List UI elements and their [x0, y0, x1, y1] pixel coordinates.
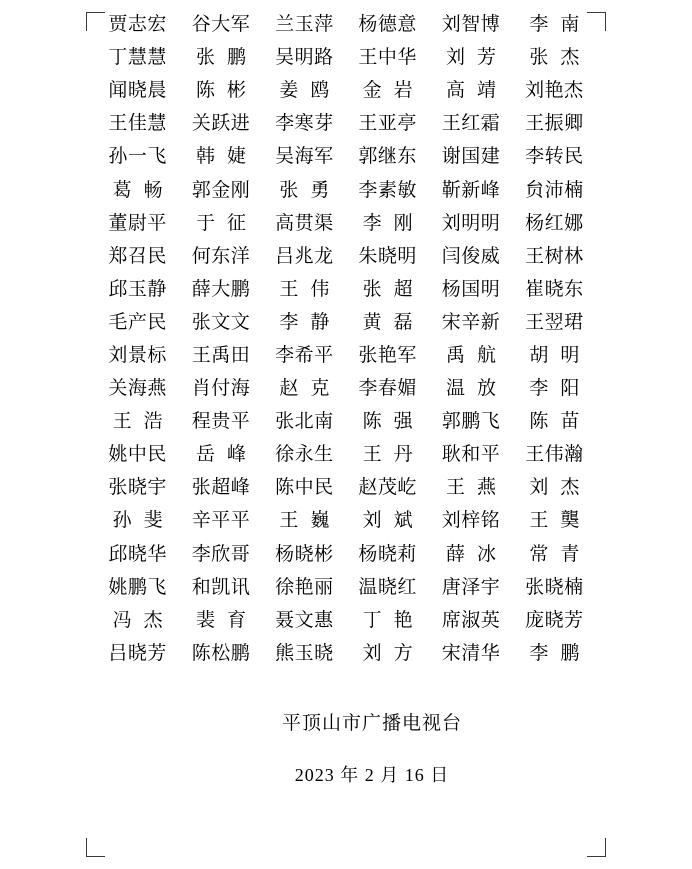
name-cell — [346, 339, 429, 372]
name-text: 李鹏 — [529, 642, 592, 664]
name-cell — [513, 438, 596, 471]
name-cell — [96, 273, 179, 306]
name-cell — [96, 140, 179, 173]
name-cell — [179, 107, 262, 140]
name-text: 陈强 — [362, 411, 425, 433]
name-cell — [96, 240, 179, 273]
name-text: 程贵平 — [191, 411, 251, 433]
name-text: 郭鹏飞 — [441, 411, 501, 433]
name-text: 肖付海 — [191, 378, 251, 400]
name-cell — [513, 74, 596, 107]
name-cell — [179, 571, 262, 604]
table-row — [96, 571, 596, 604]
name-cell — [346, 306, 429, 339]
name-cell — [263, 207, 346, 240]
table-row — [96, 504, 596, 537]
name-text: 杨国明 — [441, 278, 501, 300]
name-cell — [429, 372, 512, 405]
organization-name: 平顶山市广播电视台 — [281, 712, 462, 734]
table-row — [96, 372, 596, 405]
table-row — [96, 240, 596, 273]
name-text: 徐艳丽 — [275, 576, 334, 598]
name-cell — [263, 306, 346, 339]
name-cell — [429, 207, 512, 240]
name-cell — [263, 339, 346, 372]
name-text: 王中华 — [358, 47, 417, 69]
document-date: 2023 年 2 月 16 日 — [294, 764, 450, 785]
name-text: 姚鹏飞 — [108, 576, 167, 598]
name-cell — [346, 637, 429, 670]
document-footer — [96, 708, 596, 787]
name-text: 郭继东 — [358, 146, 417, 168]
name-cell — [346, 273, 429, 306]
name-cell — [513, 471, 596, 504]
name-text: 赵茂屹 — [358, 477, 417, 499]
name-text: 张超 — [362, 278, 425, 300]
name-cell — [96, 207, 179, 240]
name-text: 贾志宏 — [108, 14, 167, 36]
name-text: 宋辛新 — [441, 311, 501, 333]
table-row — [96, 405, 596, 438]
name-cell — [429, 273, 512, 306]
name-text: 黄磊 — [362, 311, 425, 333]
name-text: 李静 — [279, 311, 342, 333]
table-row — [96, 339, 596, 372]
name-text: 郭金刚 — [191, 179, 251, 201]
name-cell — [429, 604, 512, 637]
name-text: 闻晓晨 — [108, 80, 167, 102]
name-cell — [96, 538, 179, 571]
name-cell — [513, 504, 596, 537]
name-text: 王亚亭 — [358, 113, 417, 135]
name-cell — [346, 604, 429, 637]
name-text: 李素敏 — [358, 179, 417, 201]
name-text: 李欣哥 — [191, 543, 251, 565]
name-cell — [96, 372, 179, 405]
name-text: 王龑 — [529, 510, 592, 532]
name-text: 唐泽宇 — [441, 576, 501, 598]
name-cell — [263, 41, 346, 74]
name-text: 王翌珺 — [525, 311, 584, 333]
name-cell — [429, 306, 512, 339]
name-text: 谢国建 — [441, 146, 501, 168]
name-text: 和凯讯 — [191, 576, 251, 598]
name-text: 何东洋 — [191, 245, 251, 267]
name-cell — [263, 240, 346, 273]
name-cell — [179, 538, 262, 571]
name-text: 李阳 — [529, 378, 592, 400]
name-text: 辛平平 — [191, 510, 251, 532]
name-cell — [513, 604, 596, 637]
name-cell — [346, 74, 429, 107]
name-text: 关海燕 — [108, 378, 167, 400]
table-row — [96, 604, 596, 637]
name-text: 姜鸥 — [279, 80, 342, 102]
name-cell — [96, 571, 179, 604]
name-text: 刘智博 — [441, 14, 501, 36]
name-cell — [263, 504, 346, 537]
name-text: 常青 — [529, 543, 592, 565]
table-row — [96, 637, 596, 670]
name-cell — [179, 140, 262, 173]
name-cell — [96, 173, 179, 206]
name-cell — [346, 504, 429, 537]
name-cell — [429, 571, 512, 604]
table-row — [96, 538, 596, 571]
name-text: 谷大军 — [191, 14, 251, 36]
table-row — [96, 107, 596, 140]
name-text: 杨晓彬 — [275, 543, 334, 565]
name-text: 陈松鹏 — [191, 642, 251, 664]
name-cell — [346, 405, 429, 438]
name-cell — [96, 41, 179, 74]
name-text: 丁慧慧 — [108, 47, 167, 69]
name-text: 韩婕 — [195, 146, 258, 168]
name-text: 张艳军 — [358, 344, 417, 366]
table-row — [96, 74, 596, 107]
name-text: 温晓红 — [358, 576, 417, 598]
name-text: 聂文惠 — [275, 609, 334, 631]
name-text: 薛大鹏 — [191, 278, 251, 300]
name-cell — [263, 604, 346, 637]
name-cell — [96, 405, 179, 438]
table-row — [96, 207, 596, 240]
name-text: 贠沛楠 — [525, 179, 584, 201]
name-text: 高贯渠 — [275, 212, 334, 234]
name-cell — [513, 538, 596, 571]
name-text: 李转民 — [525, 146, 584, 168]
name-text: 闫俊威 — [441, 245, 501, 267]
name-cell — [263, 571, 346, 604]
name-text: 靳新峰 — [441, 179, 501, 201]
name-text: 吴明路 — [275, 47, 334, 69]
name-text: 冯杰 — [112, 609, 175, 631]
name-text: 刘明明 — [441, 212, 501, 234]
name-text: 张鹏 — [195, 47, 258, 69]
name-text: 姚中民 — [108, 444, 167, 466]
name-cell — [346, 8, 429, 41]
name-cell — [179, 74, 262, 107]
name-text: 刘方 — [362, 642, 425, 664]
name-text: 胡明 — [529, 344, 592, 366]
crop-mark-bottom-right — [587, 838, 606, 857]
name-text: 杨红娜 — [525, 212, 584, 234]
name-cell — [263, 107, 346, 140]
name-cell — [179, 273, 262, 306]
name-cell — [429, 405, 512, 438]
name-text: 于征 — [195, 212, 258, 234]
name-cell — [346, 41, 429, 74]
name-cell — [429, 471, 512, 504]
name-cell — [96, 107, 179, 140]
name-text: 王浩 — [112, 411, 175, 433]
name-cell — [179, 240, 262, 273]
name-cell — [346, 107, 429, 140]
name-cell — [263, 471, 346, 504]
name-cell — [179, 41, 262, 74]
name-cell — [346, 240, 429, 273]
name-cell — [429, 339, 512, 372]
name-cell — [429, 438, 512, 471]
name-cell — [429, 8, 512, 41]
name-cell — [263, 273, 346, 306]
name-cell — [96, 637, 179, 670]
name-cell — [263, 438, 346, 471]
table-row — [96, 471, 596, 504]
name-cell — [513, 41, 596, 74]
name-text: 陈彬 — [195, 80, 258, 102]
name-cell — [513, 372, 596, 405]
name-text: 吕兆龙 — [275, 245, 334, 267]
table-row — [96, 8, 596, 41]
name-cell — [429, 637, 512, 670]
name-text: 庞晓芳 — [525, 609, 584, 631]
name-cell — [263, 140, 346, 173]
name-cell — [96, 504, 179, 537]
name-text: 吴海军 — [275, 146, 334, 168]
name-text: 刘斌 — [362, 510, 425, 532]
name-text: 崔晓东 — [525, 278, 584, 300]
name-text: 席淑英 — [441, 609, 501, 631]
name-text: 王燕 — [445, 477, 508, 499]
name-cell — [96, 604, 179, 637]
name-text: 郑召民 — [108, 245, 167, 267]
name-cell — [429, 74, 512, 107]
name-cell — [346, 471, 429, 504]
name-cell — [513, 207, 596, 240]
name-text: 高靖 — [445, 80, 508, 102]
name-list-table — [96, 8, 596, 670]
name-cell — [513, 173, 596, 206]
name-cell — [179, 306, 262, 339]
name-text: 刘芳 — [445, 47, 508, 69]
name-cell — [96, 438, 179, 471]
name-text: 王伟 — [279, 278, 342, 300]
name-text: 禹航 — [445, 344, 508, 366]
name-text: 王禹田 — [191, 344, 251, 366]
name-text: 张晓楠 — [525, 576, 584, 598]
name-text: 金岩 — [362, 80, 425, 102]
name-cell — [513, 339, 596, 372]
name-cell — [513, 571, 596, 604]
name-text: 毛产民 — [108, 311, 167, 333]
table-row — [96, 173, 596, 206]
name-text: 邱晓华 — [108, 543, 167, 565]
document-content — [96, 8, 596, 787]
table-row — [96, 306, 596, 339]
name-text: 李希平 — [275, 344, 334, 366]
name-text: 王巍 — [279, 510, 342, 532]
name-cell — [263, 372, 346, 405]
name-cell — [429, 41, 512, 74]
name-text: 张北南 — [275, 411, 334, 433]
name-text: 王伟瀚 — [525, 444, 584, 466]
name-text: 王树林 — [525, 245, 584, 267]
name-cell — [346, 207, 429, 240]
name-cell — [429, 538, 512, 571]
table-row — [96, 41, 596, 74]
crop-mark-bottom-left — [86, 838, 105, 857]
name-text: 李寒芽 — [275, 113, 334, 135]
name-text: 董尉平 — [108, 212, 167, 234]
name-text: 陈苗 — [529, 411, 592, 433]
name-text: 王红霜 — [441, 113, 501, 135]
name-cell — [346, 173, 429, 206]
name-cell — [263, 538, 346, 571]
name-cell — [179, 504, 262, 537]
name-text: 张勇 — [279, 179, 342, 201]
name-text: 裴育 — [195, 609, 258, 631]
name-text: 吕晓芳 — [108, 642, 167, 664]
name-cell — [96, 74, 179, 107]
name-text: 王振卿 — [525, 113, 584, 135]
name-cell — [513, 8, 596, 41]
name-cell — [96, 339, 179, 372]
name-cell — [179, 207, 262, 240]
name-text: 刘梓铭 — [441, 510, 501, 532]
name-text: 温放 — [445, 378, 508, 400]
name-text: 孙斐 — [112, 510, 175, 532]
name-text: 宋清华 — [441, 642, 501, 664]
name-cell — [179, 438, 262, 471]
name-text: 王丹 — [362, 444, 425, 466]
name-cell — [263, 405, 346, 438]
name-cell — [513, 140, 596, 173]
name-text: 陈中民 — [275, 477, 334, 499]
table-row — [96, 438, 596, 471]
name-text: 张杰 — [529, 47, 592, 69]
name-cell — [263, 637, 346, 670]
name-text: 兰玉萍 — [275, 14, 334, 36]
name-text: 丁艳 — [362, 609, 425, 631]
name-text: 徐永生 — [275, 444, 334, 466]
name-text: 李刚 — [362, 212, 425, 234]
name-cell — [513, 405, 596, 438]
name-text: 张文文 — [191, 311, 251, 333]
name-cell — [179, 604, 262, 637]
name-cell — [513, 306, 596, 339]
name-cell — [429, 107, 512, 140]
name-cell — [263, 173, 346, 206]
name-cell — [429, 140, 512, 173]
name-cell — [513, 240, 596, 273]
name-text: 熊玉晓 — [275, 642, 334, 664]
name-cell — [263, 8, 346, 41]
name-text: 赵克 — [279, 378, 342, 400]
name-cell — [346, 571, 429, 604]
name-text: 岳峰 — [195, 444, 258, 466]
name-text: 刘杰 — [529, 477, 592, 499]
table-row — [96, 273, 596, 306]
name-cell — [96, 8, 179, 41]
name-text: 张超峰 — [191, 477, 251, 499]
name-cell — [179, 372, 262, 405]
name-text: 耿和平 — [441, 444, 501, 466]
name-cell — [513, 637, 596, 670]
name-text: 李南 — [529, 14, 592, 36]
name-text: 王佳慧 — [108, 113, 167, 135]
name-cell — [346, 372, 429, 405]
name-cell — [263, 74, 346, 107]
name-text: 朱晓明 — [358, 245, 417, 267]
name-cell — [429, 240, 512, 273]
name-text: 孙一飞 — [108, 146, 167, 168]
name-text: 葛畅 — [112, 179, 175, 201]
name-text: 杨德意 — [358, 14, 417, 36]
name-cell — [179, 405, 262, 438]
name-cell — [179, 637, 262, 670]
table-row — [96, 140, 596, 173]
name-cell — [346, 538, 429, 571]
name-cell — [513, 273, 596, 306]
name-text: 薛冰 — [445, 543, 508, 565]
name-cell — [179, 8, 262, 41]
name-cell — [429, 504, 512, 537]
name-cell — [179, 339, 262, 372]
name-cell — [429, 173, 512, 206]
name-text: 关跃进 — [191, 113, 251, 135]
name-cell — [96, 471, 179, 504]
name-text: 杨晓莉 — [358, 543, 417, 565]
name-cell — [179, 471, 262, 504]
name-cell — [513, 107, 596, 140]
name-cell — [179, 173, 262, 206]
name-text: 张晓宇 — [108, 477, 167, 499]
name-cell — [346, 438, 429, 471]
name-cell — [96, 306, 179, 339]
name-cell — [346, 140, 429, 173]
name-text: 刘景标 — [108, 344, 167, 366]
name-text: 刘艳杰 — [525, 80, 584, 102]
name-text: 李春媚 — [358, 378, 417, 400]
name-text: 邱玉静 — [108, 278, 167, 300]
